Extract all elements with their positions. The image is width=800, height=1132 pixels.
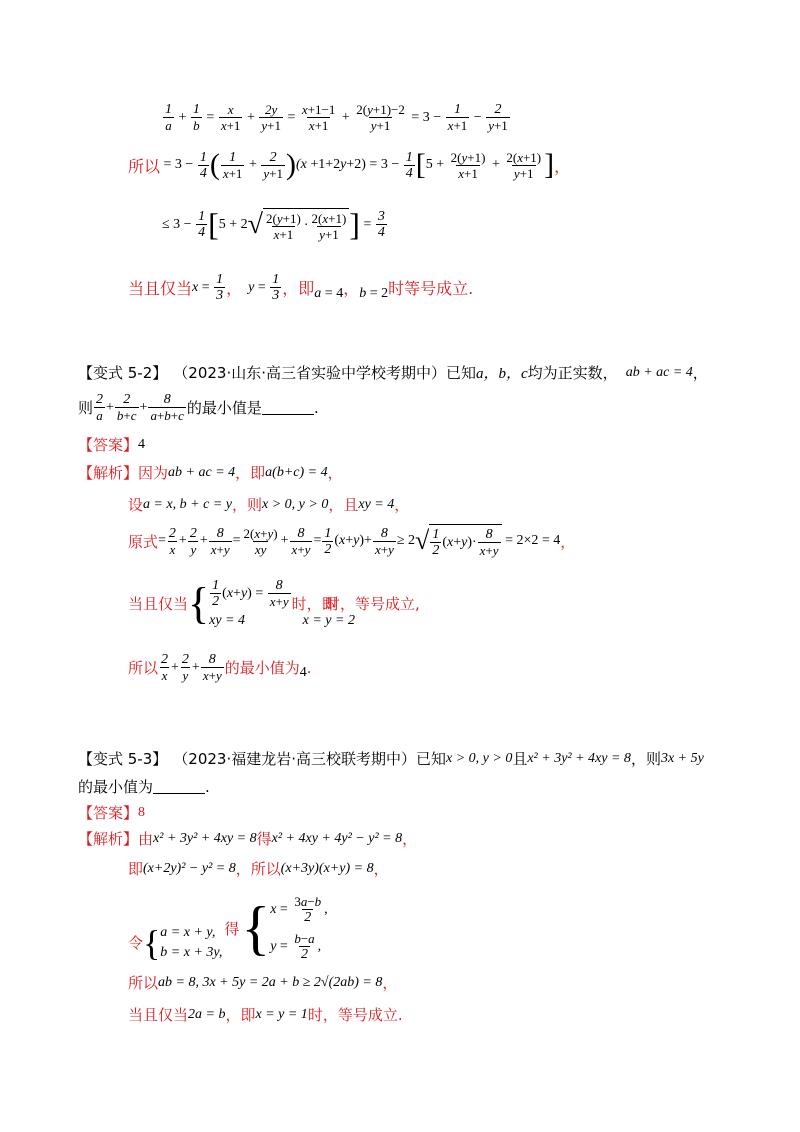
ex53-s2-b: ，所以 <box>235 860 281 878</box>
ex53-s5-expr1: 2a = b <box>188 1006 226 1022</box>
ex52-period: . <box>313 398 319 417</box>
ex53-answer-blank <box>153 779 205 794</box>
ex52-source: （2023·山东·高三省实验中学校考期中）已知 <box>173 364 476 382</box>
ex53-step5 <box>128 1004 403 1025</box>
ex53-question-line2 <box>78 776 210 797</box>
prev-ji: ，即 <box>282 279 315 298</box>
ex53-cond2: x² + 3y² + 4xy = 8 <box>527 750 631 766</box>
ex52-s2-expr2: x > 0, y > 0 <box>262 496 329 512</box>
ex52-s2-a: 设 <box>128 496 144 514</box>
ex53-step2: 即 (x+2y)² − y² = 8 ，所以 (x+3y)(x+y) = 8 ， <box>128 860 389 878</box>
prev-line-3: ≤ 3 − $\frac{1}{4}$ [ 5 + 2 √ $\frac{2(y+1)}{x+1}$ · $\frac{2(x+1)}{y+1}$ ] = $\frac{3}{4}$ <box>162 206 385 242</box>
ex53-s2-expr1: (x+2y)² − y² = 8 <box>143 860 236 876</box>
ex52-s2-expr1: a = x, b + c = y <box>143 496 232 512</box>
ex53-question: 的最小值为 <box>78 778 154 796</box>
prev-eq-prefix: 当且仅当 <box>128 279 193 298</box>
ex52-s4-a: 当且仅当 <box>128 595 189 613</box>
ex52-tag: 【变式 5-2】 <box>78 364 168 382</box>
ex52-s1-expr2: a(b+c) = 4 <box>265 464 328 480</box>
ex52-s1-expr1: ab + ac = 4 <box>168 464 236 480</box>
ex53-s4-a: 所以 <box>128 974 159 992</box>
ex52-s5-a: 所以 <box>128 659 159 677</box>
ex52-s5-val: 4 <box>299 664 307 680</box>
ex52-analysis-tag: 【解析】 <box>78 464 139 482</box>
ex52-answer-tag: 【答案】 <box>78 436 139 454</box>
ex52-answer: 4 <box>138 436 146 452</box>
prev-line-1 <box>162 102 511 133</box>
ex52-answer-line <box>78 434 145 455</box>
ex53-s1-expr1: x² + 3y² + 4xy = 8 <box>153 830 257 846</box>
prev-line-2: 所以 = 3 − $\frac{1}{4}$ ( $\frac{1}{x+1}$ + $\frac{2}{y+1}$ ) (x +1+2y+2) = 3 − $\frac{1}{4}$ [ 5 + $\frac{2(y+1)}{x+1}$ + $\frac{2(x+1)}{y+1}$ ] ， <box>128 148 571 181</box>
ex52-s4-sys2: xy = 4 <box>209 613 246 628</box>
prev-suoyi: 所以 <box>128 156 161 176</box>
ex53-s1-b: 得 <box>256 830 272 848</box>
ex53-s2-a: 即 <box>128 860 144 878</box>
ex53-source: （2023·福建龙岩·高三校联考期中）已知 <box>173 750 446 768</box>
ex52-s1-a: 因为 <box>138 464 169 482</box>
ex52-question: 的最小值是 <box>186 399 262 417</box>
ex52-step5: 所以 $\frac{2}{x}$ + $\frac{2}{y}$ + $\frac{8}{x+y}$ 的最小值为 4 . <box>128 652 312 683</box>
ex53-target: 3x + 5y <box>660 750 704 766</box>
ex52-step1: 【解析】 因为 ab + ac = 4 ，即 a(b+c) = 4 ， <box>78 464 343 482</box>
ex52-mid: 均为正实数， <box>527 364 618 382</box>
ex53-s2-expr2: (x+3y)(x+y) = 8 <box>280 860 374 876</box>
ex53-s1-expr2: x² + 4xy + 4y² − y² = 8 <box>271 830 403 846</box>
ex52-s2-expr3: xy = 4 <box>358 496 395 512</box>
ex53-s1-a: 由 <box>138 830 154 848</box>
ex52-comma: ， <box>692 364 708 382</box>
ex52-s2-c: ，且 <box>328 496 359 514</box>
ex53-s5-b: ，即 <box>225 1006 256 1024</box>
ex52-answer-blank <box>262 400 314 415</box>
ex53-question-line1 <box>78 748 704 769</box>
prev-eq-suffix: 时等号成立. <box>388 279 474 298</box>
ex52-step3: 原式 = $\frac{2}{x}$ + $\frac{2}{y}$ + $\frac{8}{x+y}$ = $\frac{2(x+y)}{xy}$ + $\frac{8}{x+y}$ = $\frac{1}{2}$ (x+y)+ $\frac{8}{x+y}$ ≥ 2 √ $\frac{1}{2}$ (x+y)· $\frac{8}{x+y}$ = 2×2 = 4 ， <box>128 525 576 558</box>
ex52-vars: a，b，c <box>476 366 528 382</box>
ex53-answer-tag: 【答案】 <box>78 804 139 822</box>
ex53-answer: 8 <box>138 804 146 820</box>
ex53-step3: 令 { a = x + y, b = x + 3y, 得 { x = $\frac{3a-b}{2}$ , y = $\frac{b-a}{2}$ , <box>128 894 328 963</box>
prev-line-1-math: $\frac{1}{a}$ + $\frac{1}{b}$ = $\frac{x}{x+1}$ + $\frac{2y}{y+1}$ = $\frac{x+1-1}{x+1}$ + $\frac{2(y+1)-2}{y+1}$ = 3 − $\frac{1}{x+1}$ − $\frac{2}{y+1}$ <box>165 102 508 133</box>
ex53-qie: 且 <box>512 750 528 768</box>
ex53-s5-a: 当且仅当 <box>128 1006 189 1024</box>
ex53-s5-c: 时，等号成立. <box>307 1006 403 1024</box>
ex52-s3-a: 原式 <box>128 532 159 551</box>
prev-comma: ， <box>554 156 571 176</box>
ex53-s4-expr: ab = 8, 3x + 5y = 2a + b ≥ 2√(2ab) = 8 <box>158 974 383 990</box>
ex52-ze: 则 <box>78 399 94 417</box>
ex53-step4: 所以 ab = 8, 3x + 5y = 2a + b ≥ 2√(2ab) = 8 ， <box>128 974 398 992</box>
ex52-cond: ab + ac = 4 <box>625 364 693 380</box>
prev-line-4: 当且仅当 x = $\frac{1}{3}$ ， y = $\frac{1}{3}$ ，即 a = 4 ， b = 2 时等号成立. <box>128 272 474 303</box>
ex53-answer-line <box>78 802 145 823</box>
ex53-tag: 【变式 5-3】 <box>78 750 168 768</box>
ex52-step2: 设 a = x, b + c = y ，则 x > 0, y > 0 ，且 xy = 4 ， <box>128 496 410 514</box>
ex52-s2-b: ，则 <box>232 496 263 514</box>
ex52-s4-b: 时，即 <box>291 595 337 613</box>
ex52-s4-expr: x = y = 2 <box>302 612 355 628</box>
ex52-s5-b: 的最小值为 <box>224 659 300 677</box>
ex53-cond1: x > 0, y > 0 <box>446 750 513 766</box>
ex53-step1: 【解析】 由 x² + 3y² + 4xy = 8 得 x² + 4xy + 4y² − y² = 8 ， <box>78 830 418 848</box>
prev-eq-x: x = <box>192 279 214 295</box>
ex53-s3-a: 令 <box>128 933 144 952</box>
ex52-s4-c: 时，等号成立, <box>324 595 420 613</box>
ex53-s3-sys1: a = x + y, <box>160 925 216 940</box>
ex52-question-line2: 则 $\frac{2}{a}$ + $\frac{2}{b+c}$ + $\frac{8}{a+b+c}$ 的最小值是 . <box>78 392 319 423</box>
ex52-s1-b: ，即 <box>235 464 266 482</box>
ex53-s3-sys2: b = x + 3y, <box>160 945 223 960</box>
ex53-s5-expr2: x = y = 1 <box>255 1006 308 1022</box>
ex53-period: . <box>205 777 210 796</box>
ex53-s3-b: 得 <box>224 919 240 938</box>
ex52-step4: 当且仅当 { $\frac{1}{2}$ (x+y) = $\frac{8}{x+y}$ xy = 4 时，即 x = y = 2 时，等号成立, <box>128 578 420 628</box>
ex53-ze: ，则 <box>630 750 661 768</box>
ex53-analysis-tag: 【解析】 <box>78 830 139 848</box>
ex52-question-line1 <box>78 362 708 383</box>
